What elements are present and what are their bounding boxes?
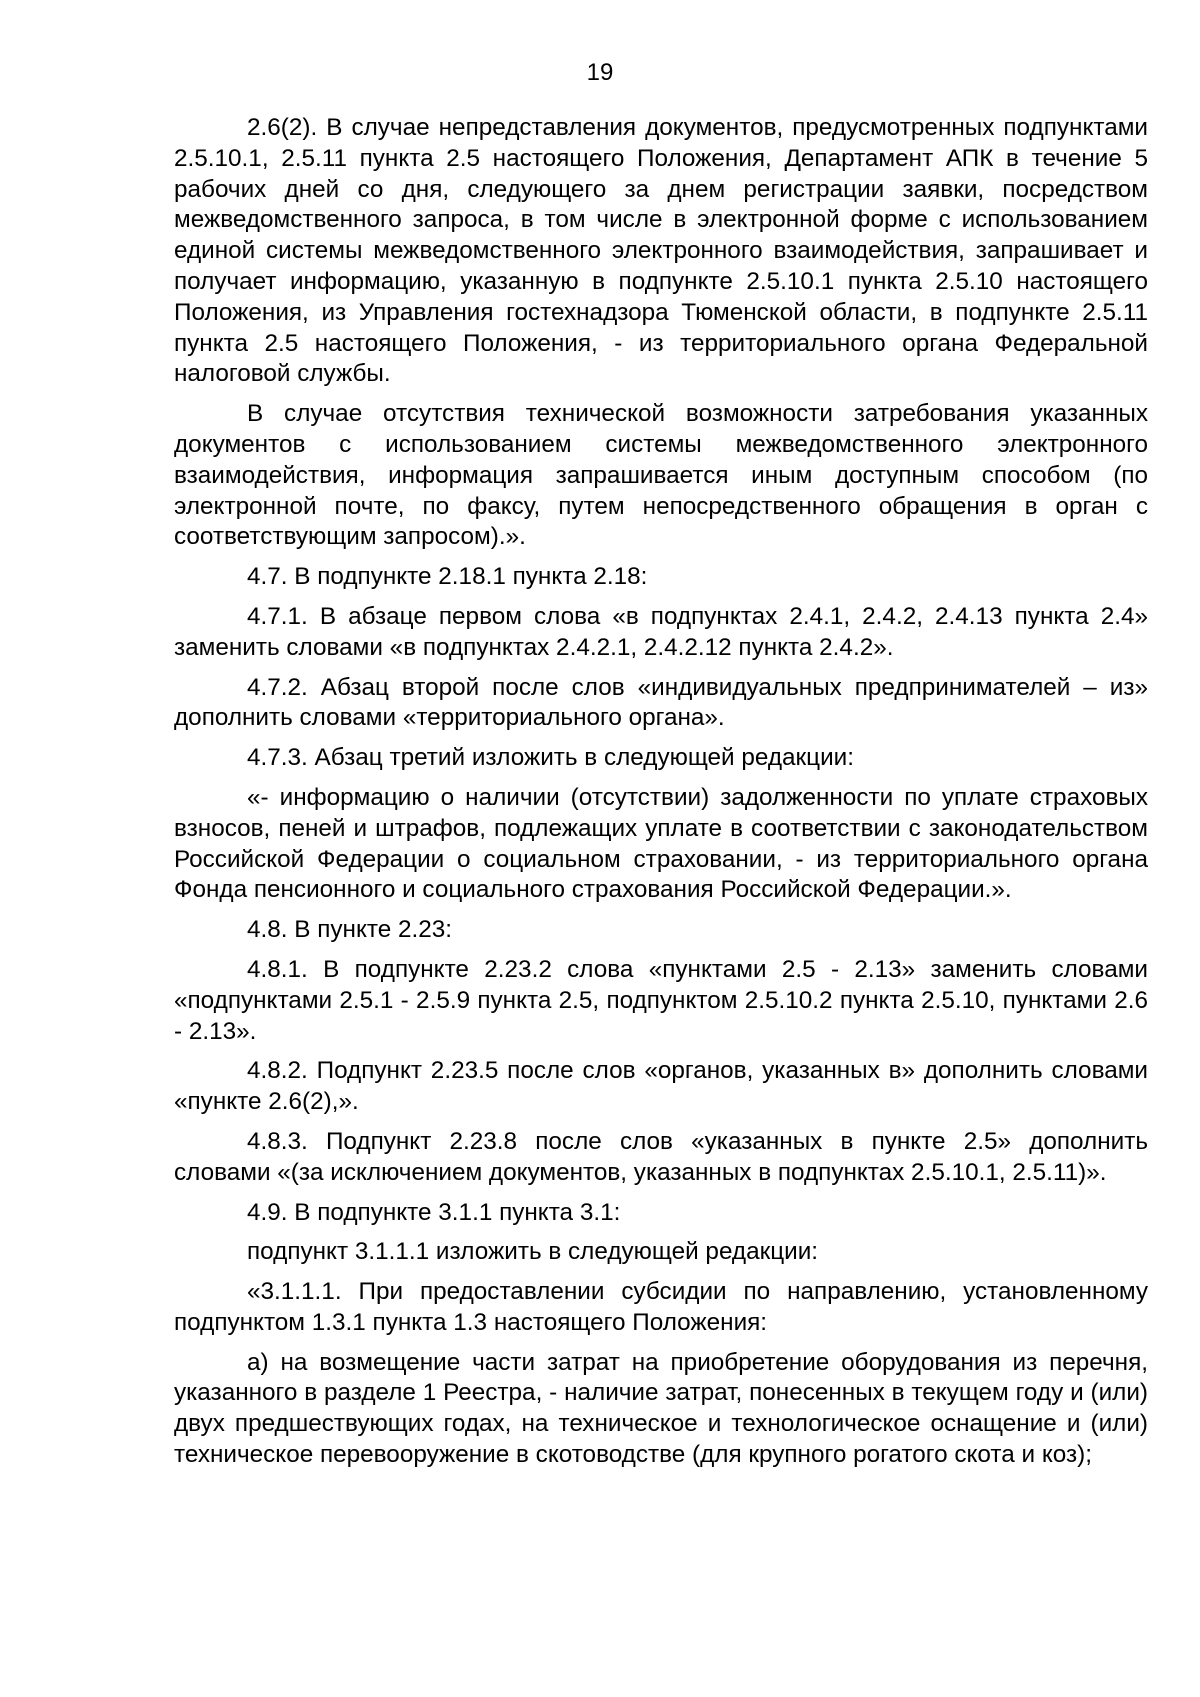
paragraph-item-a: а) на возмещение части затрат на приобретение оборудования из перечня, указанного в разделе 1 Реестра, - наличие затрат, понесенных в текущем году и (или) двух предшествующих годах, на техническое и технологическое оснащение и (или) техническое перевооружение в скотоводстве (для крупного рогатого скота и коз); xyxy=(174,1348,1148,1469)
paragraph-quoted-debt-info: «- информацию о наличии (отсутствии) задолженности по уплате страховых взносов, пеней и штрафов, подлежащих уплате в соответствии с законодательством Российской Федерации о социальном страховании, - из территориального органа Фонда пенсионного и социального страхования Российской Федерации.». xyxy=(174,783,1148,904)
paragraph-subpoint-3-1-1-1: подпункт 3.1.1.1 изложить в следующей редакции: xyxy=(247,1238,819,1266)
paragraph-4-8-1: 4.8.1. В подпункте 2.23.2 слова «пунктами 2.5 - 2.13» заменить словами «подпунктами 2.5.1 - 2.5.9 пункта 2.5, подпунктом 2.5.10.2 пункта 2.5.10, пунктами 2.6 - 2.13». xyxy=(174,955,1148,1045)
paragraph-4-8-2: 4.8.2. Подпункт 2.23.5 после слов «органов, указанных в» дополнить словами «пункте 2.6(2),». xyxy=(174,1057,1148,1116)
paragraph-4-9: 4.9. В подпункте 3.1.1 пункта 3.1: xyxy=(247,1198,621,1226)
paragraph-4-7-3: 4.7.3. Абзац третий изложить в следующей редакции: xyxy=(247,744,854,772)
paragraph-4-7-1: 4.7.1. В абзаце первом слова «в подпунктах 2.4.1, 2.4.2, 2.4.13 пункта 2.4» заменить словами «в подпунктах 2.4.2.1, 2.4.2.12 пункта 2.4.2». xyxy=(174,602,1148,661)
paragraph-technical-possibility: В случае отсутствия технической возможности затребования указанных документов с использованием системы межведомственного электронного взаимодействия, информация запрашивается иным доступным способом (по электронной почте, по факсу, путем непосредственного обращения в орган с соответствующим запросом).». xyxy=(174,400,1148,551)
paragraph-4-7: 4.7. В подпункте 2.18.1 пункта 2.18: xyxy=(247,563,648,591)
document-body xyxy=(174,113,1148,1480)
paragraph-2-6-2: 2.6(2). В случае непредставления документов, предусмотренных подпунктами 2.5.10.1, 2.5.11 пункта 2.5 настоящего Положения, Департамент АПК в течение 5 рабочих дней со дня, следующего за днем регистрации заявки, посредством межведомственного запроса, в том числе в электронной форме с использованием единой системы межведомственного электронного взаимодействия, запрашивает и получает информацию, указанную в подпункте 2.5.10.1 пункта 2.5.10 настоящего Положения, из Управления гостехнадзора Тюменской области, в подпункте 2.5.11 пункта 2.5 настоящего Положения, - из территориального органа Федеральной налоговой службы. xyxy=(174,114,1148,388)
paragraph-4-7-2: 4.7.2. Абзац второй после слов «индивидуальных предпринимателей – из» дополнить словами «территориального органа». xyxy=(174,673,1148,732)
page-number: 19 xyxy=(586,59,614,86)
paragraph-4-8-3: 4.8.3. Подпункт 2.23.8 после слов «указанных в пункте 2.5» дополнить словами «(за исключением документов, указанных в подпунктах 2.5.10.1, 2.5.11)». xyxy=(174,1127,1148,1186)
paragraph-4-8: 4.8. В пункте 2.23: xyxy=(247,916,453,944)
paragraph-3-1-1-1: «3.1.1.1. При предоставлении субсидии по направлению, установленному подпунктом 1.3.1 пункта 1.3 настоящего Положения: xyxy=(174,1278,1148,1336)
